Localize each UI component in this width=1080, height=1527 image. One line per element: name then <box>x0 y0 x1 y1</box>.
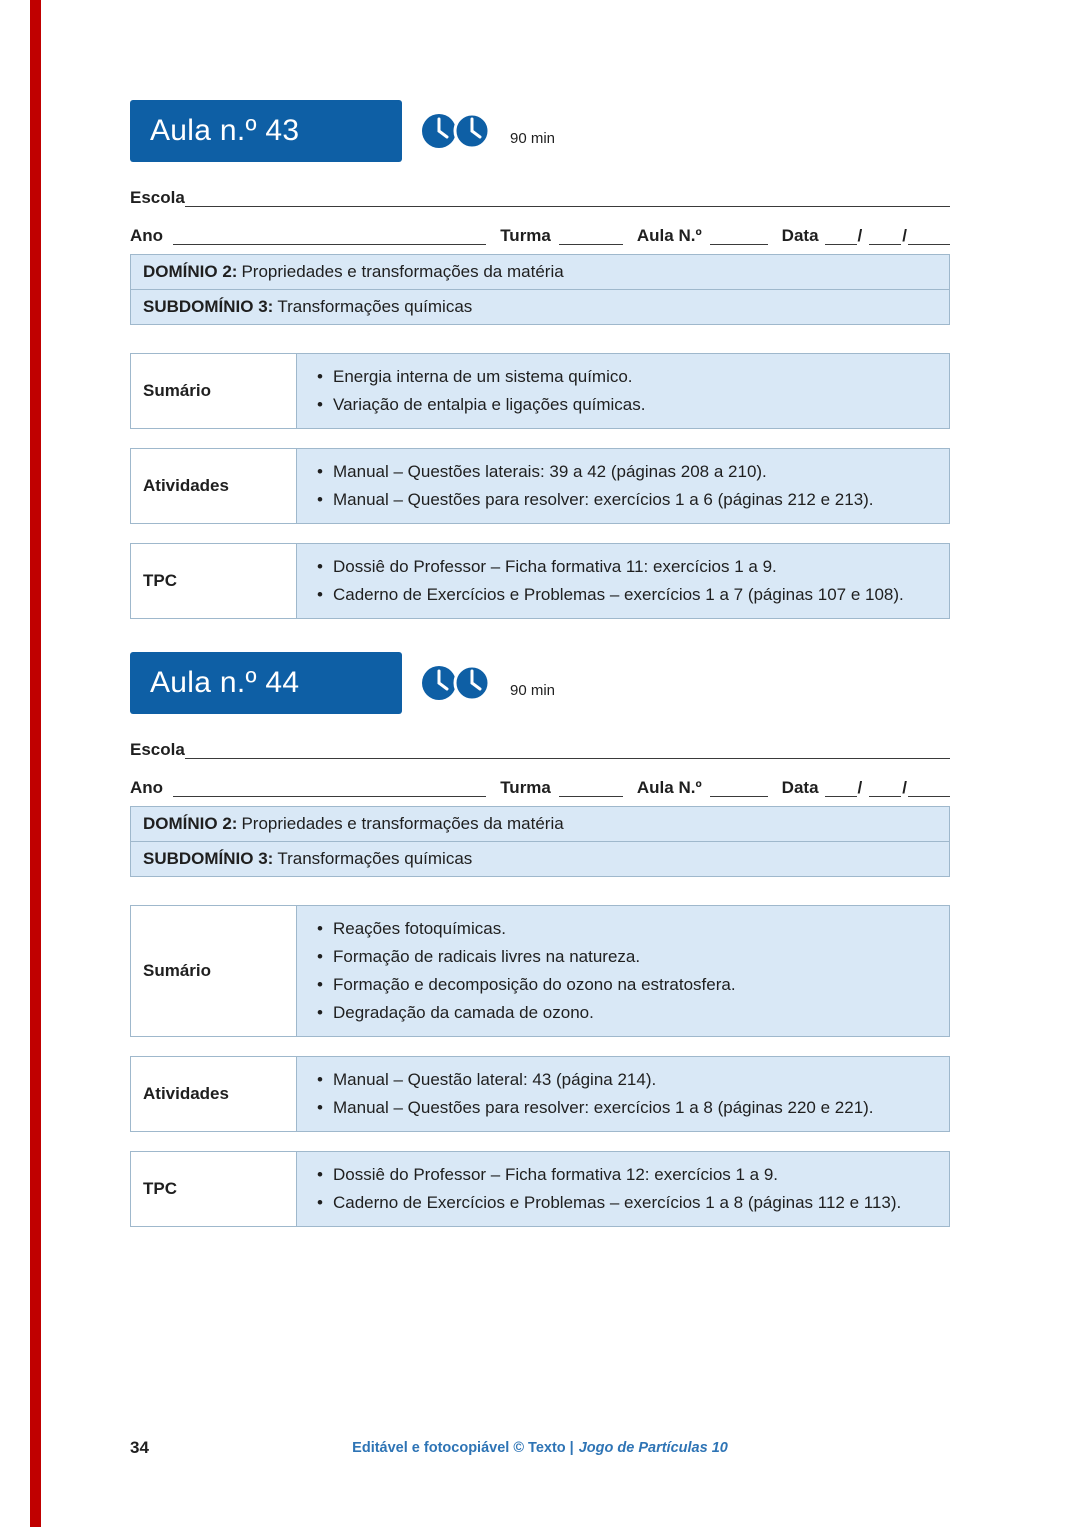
data-blank-year <box>908 779 950 797</box>
atividades-item: • Manual – Questões para resolver: exercícios 1 a 6 (páginas 212 e 213). <box>303 486 935 514</box>
aula-n-label: Aula N.º <box>636 778 702 797</box>
date-slash: / <box>902 778 907 797</box>
escola-label: Escola <box>130 740 185 759</box>
atividades-item: • Manual – Questões laterais: 39 a 42 (páginas 208 a 210). <box>303 458 935 486</box>
tpc-item: • Dossiê do Professor – Ficha formativa 12: exercícios 1 a 9. <box>303 1161 935 1189</box>
aula-n-blank <box>710 227 768 245</box>
tpc-content <box>297 1152 949 1226</box>
sumario-item: • Variação de entalpia e ligações químicas. <box>303 391 935 419</box>
atividades-item: • Manual – Questões para resolver: exercícios 1 a 8 (páginas 220 e 221). <box>303 1094 935 1122</box>
sumario-item: • Energia interna de um sistema químico. <box>303 363 935 391</box>
tpc-label: TPC <box>131 544 297 618</box>
data-blank-day <box>825 779 857 797</box>
lesson-44-header <box>130 652 950 714</box>
date-slash: / <box>902 226 907 245</box>
data-blank-month <box>869 227 901 245</box>
domain-row <box>131 255 949 289</box>
atividades-content <box>297 1057 949 1131</box>
escola-line <box>130 728 950 760</box>
escola-line <box>130 176 950 208</box>
aula-n-blank <box>710 779 768 797</box>
domain-row <box>131 807 949 841</box>
ano-label: Ano <box>130 778 164 797</box>
data-blank-year <box>908 227 950 245</box>
page-footer <box>130 1438 950 1458</box>
lesson-section-43 <box>130 100 950 619</box>
sumario-label: Sumário <box>131 906 297 1036</box>
atividades-row <box>130 1056 950 1132</box>
aula-n-label: Aula N.º <box>636 226 702 245</box>
domain-label: DOMÍNIO 2: <box>143 814 238 833</box>
atividades-item: • Manual – Questão lateral: 43 (página 214). <box>303 1066 935 1094</box>
atividades-label: Atividades <box>131 1057 297 1131</box>
tpc-label: TPC <box>131 1152 297 1226</box>
lesson-title-badge <box>130 100 402 162</box>
sumario-row <box>130 353 950 429</box>
duration-indicator <box>418 661 555 705</box>
domain-label: DOMÍNIO 2: <box>143 262 238 281</box>
subdomain-text: Transformações químicas <box>277 297 473 316</box>
clock-icon <box>418 109 504 153</box>
sumario-label: Sumário <box>131 354 297 428</box>
atividades-content <box>297 449 949 523</box>
sumario-content <box>297 906 949 1036</box>
sumario-row <box>130 905 950 1037</box>
subdomain-label: SUBDOMÍNIO 3: <box>143 297 274 316</box>
tpc-item: • Caderno de Exercícios e Problemas – exercícios 1 a 7 (páginas 107 e 108). <box>303 581 935 609</box>
turma-label: Turma <box>500 226 551 245</box>
sumario-item: • Formação de radicais livres na natureza. <box>303 943 935 971</box>
data-label: Data <box>781 226 819 245</box>
tpc-row <box>130 1151 950 1227</box>
ano-line <box>130 766 950 798</box>
duration-label: 90 min <box>510 682 556 699</box>
lesson-title: Aula n.º 43 <box>150 114 300 147</box>
domain-table <box>130 254 950 325</box>
subdomain-label: SUBDOMÍNIO 3: <box>143 849 274 868</box>
ano-label: Ano <box>130 226 164 245</box>
ano-line <box>130 214 950 246</box>
escola-blank <box>185 189 950 207</box>
escola-blank <box>185 741 950 759</box>
data-blank-month <box>869 779 901 797</box>
subdomain-row <box>131 841 949 876</box>
tpc-item: • Caderno de Exercícios e Problemas – exercícios 1 a 8 (páginas 112 e 113). <box>303 1189 935 1217</box>
sumario-item: • Formação e decomposição do ozono na estratosfera. <box>303 971 935 999</box>
domain-table <box>130 806 950 877</box>
page-content <box>130 100 950 1246</box>
turma-label: Turma <box>500 778 551 797</box>
lesson-section-44 <box>130 652 950 1227</box>
turma-blank <box>559 227 623 245</box>
escola-label: Escola <box>130 188 185 207</box>
clock-icon <box>418 661 504 705</box>
ano-blank <box>173 779 486 797</box>
data-label: Data <box>781 778 819 797</box>
left-accent-bar <box>30 0 41 1527</box>
duration-indicator <box>418 109 555 153</box>
ano-blank <box>173 227 486 245</box>
domain-text: Propriedades e transformações da matéria <box>241 814 564 833</box>
data-blank-day <box>825 227 857 245</box>
tpc-content <box>297 544 949 618</box>
date-slash: / <box>857 226 863 245</box>
subdomain-row <box>131 289 949 324</box>
lesson-title: Aula n.º 44 <box>150 666 300 699</box>
footer-credit-text: Editável e fotocopiável © Texto | <box>352 1440 574 1456</box>
page-number: 34 <box>130 1438 149 1457</box>
atividades-label: Atividades <box>131 449 297 523</box>
subdomain-text: Transformações químicas <box>277 849 473 868</box>
turma-blank <box>559 779 623 797</box>
lesson-43-header <box>130 100 950 162</box>
domain-text: Propriedades e transformações da matéria <box>241 262 564 281</box>
footer-book-title: Jogo de Partículas 10 <box>578 1440 728 1456</box>
lesson-title-badge <box>130 652 402 714</box>
date-slash: / <box>857 778 863 797</box>
sumario-item: • Degradação da camada de ozono. <box>303 999 935 1027</box>
duration-label: 90 min <box>510 130 556 147</box>
tpc-row <box>130 543 950 619</box>
sumario-content <box>297 354 949 428</box>
tpc-item: • Dossiê do Professor – Ficha formativa 11: exercícios 1 a 9. <box>303 553 935 581</box>
footer-credit <box>190 1440 890 1456</box>
sumario-item: • Reações fotoquímicas. <box>303 915 935 943</box>
atividades-row <box>130 448 950 524</box>
